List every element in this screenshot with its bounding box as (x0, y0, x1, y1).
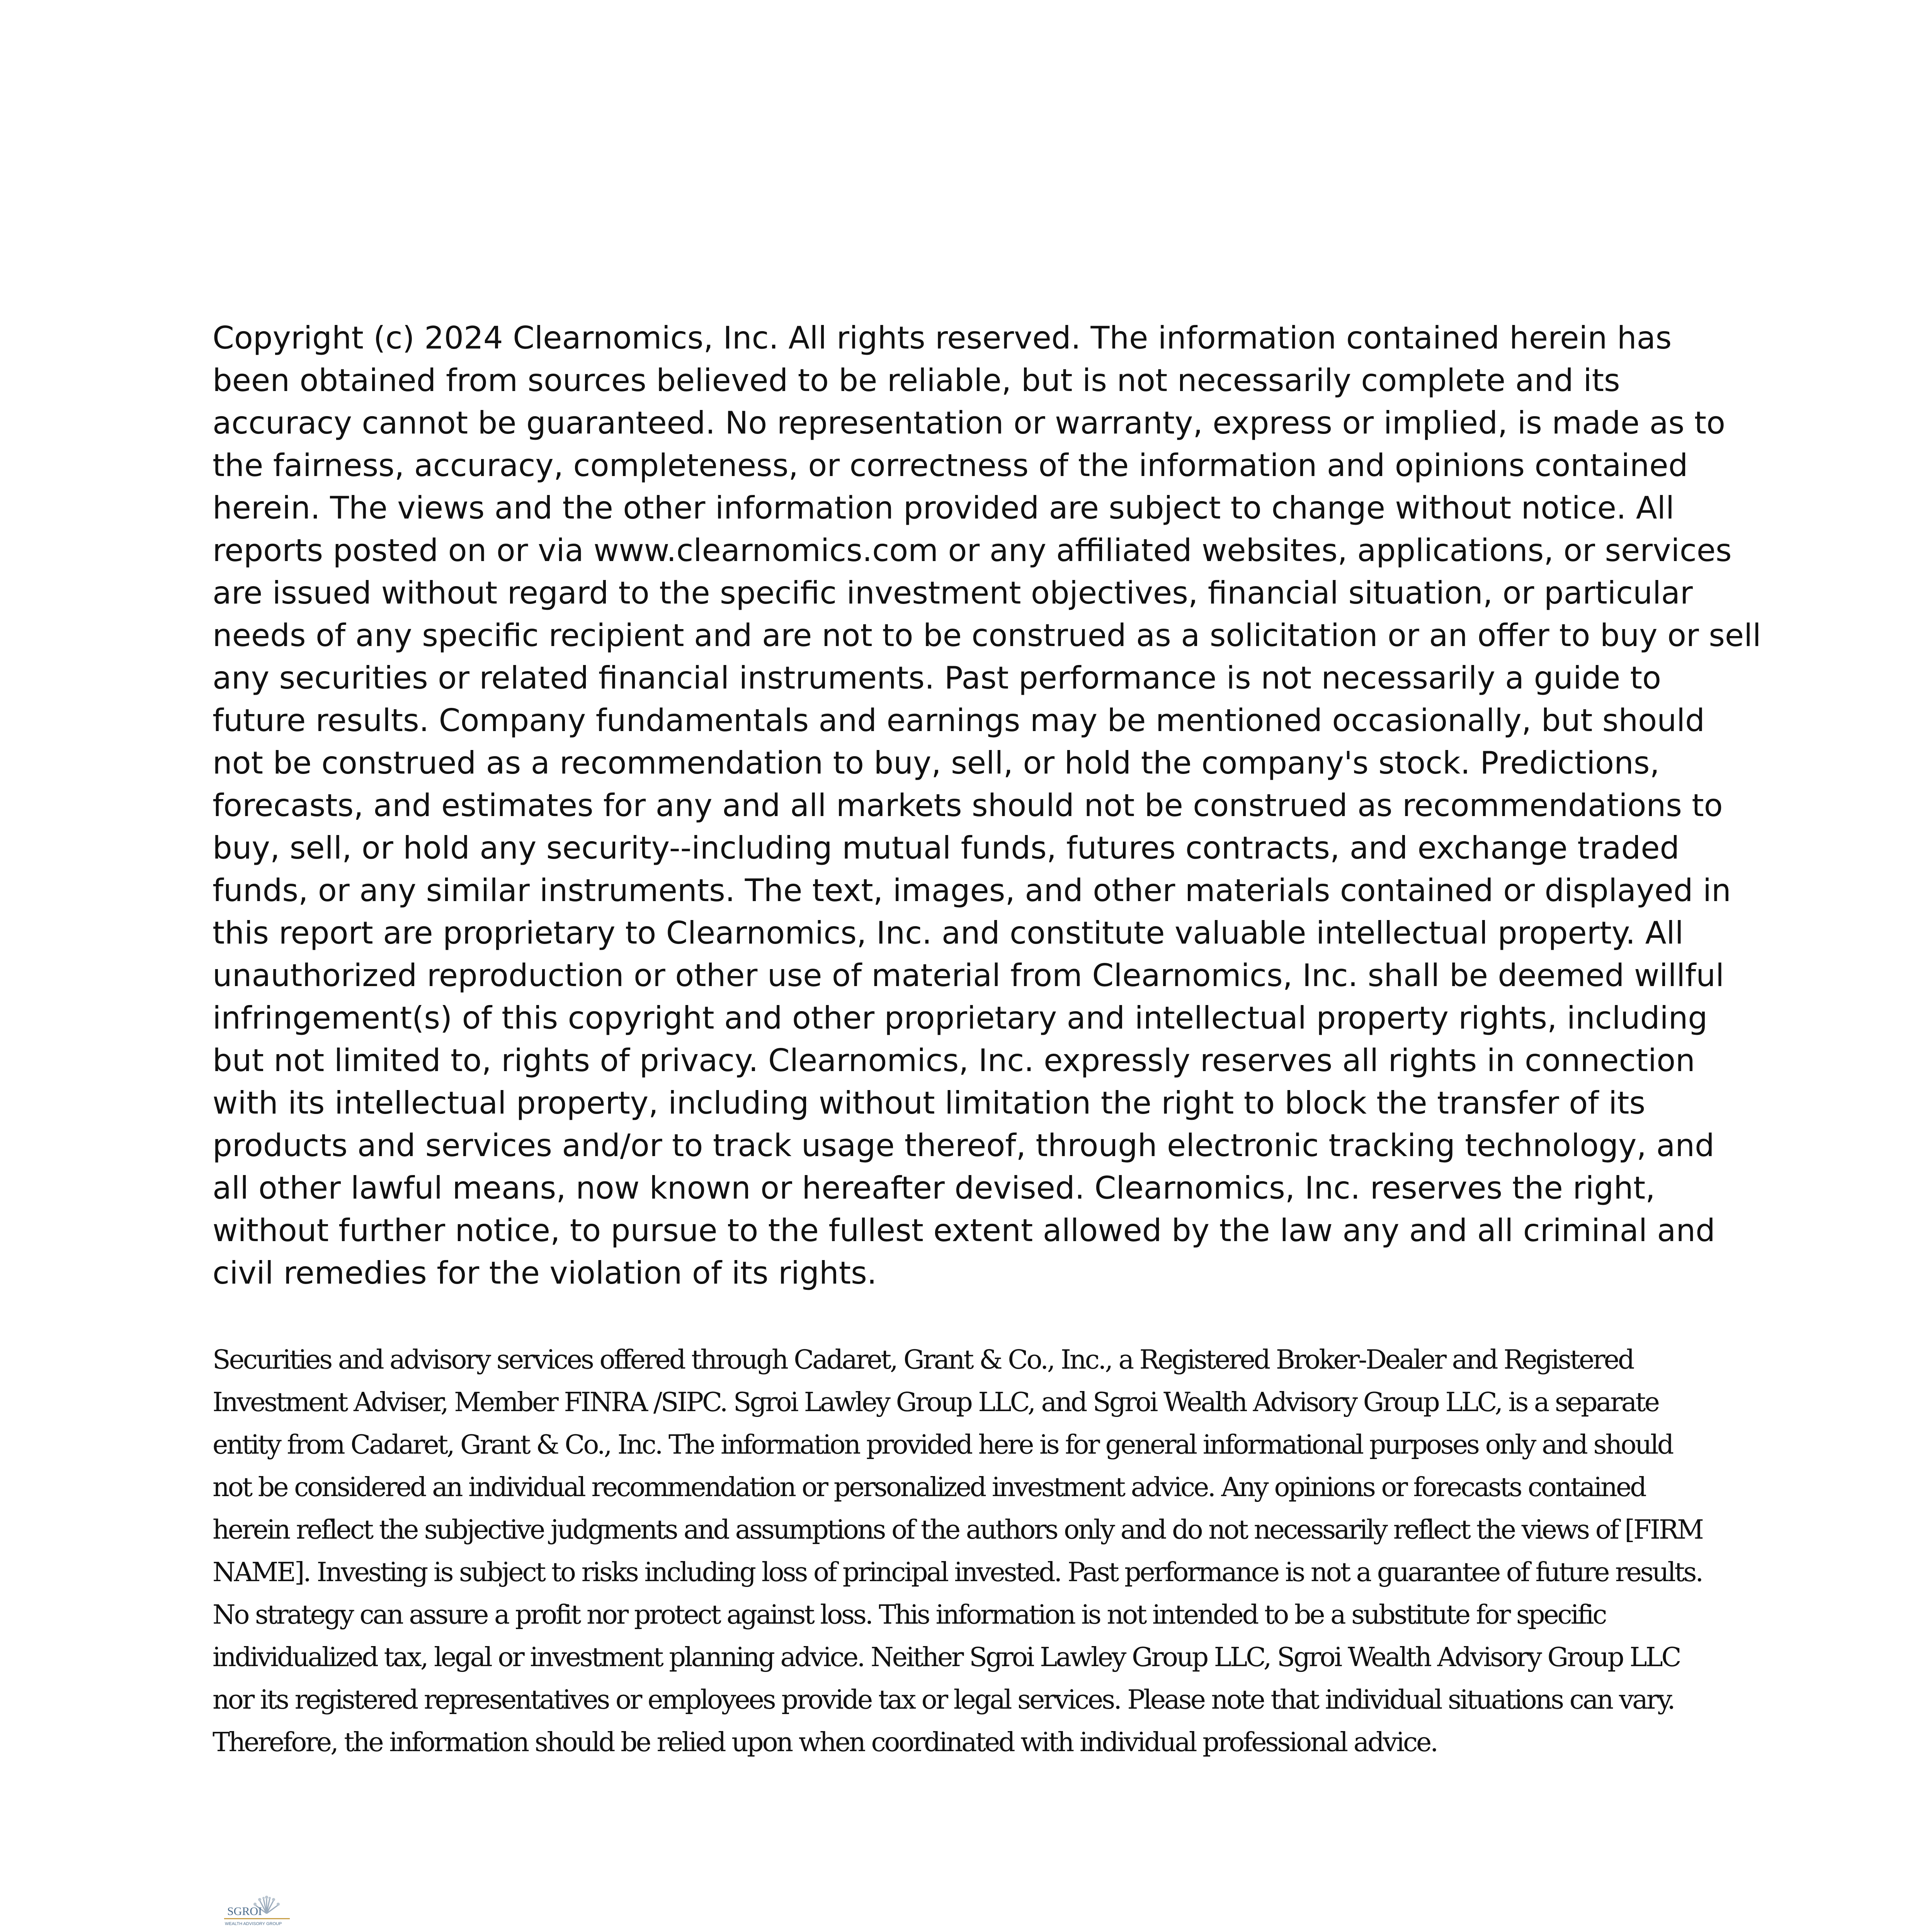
copyright-notice: Copyright (c) 2024 Clearnomics, Inc. All rights reserved. The information contained herein has been obtained from sources believed to be reliable, but is not necessarily complete and its accuracy cannot be guaranteed. No representation or warranty, express or implied, is made as to the fairness, accuracy, completeness, or correctness of the information and opinions contained herein. The views and the other information provided are subject to change without notice. All reports posted on or via www.clearnomics.com or any affiliated websites, applications, or services are issued without regard to the specific investment objectives, financial situation, or particular needs of any specific recipient and are not to be construed as a solicitation or an offer to buy or sell any securities or related financial instruments. Past performance is not necessarily a guide to future results. Company fundamentals and earnings may be mentioned occasionally, but should not be construed as a recommendation to buy, sell, or hold the company's stock. Predictions, forecasts, and estimates for any and all markets should not be construed as recommendations to buy, sell, or hold any security--including mutual funds, futures contracts, and exchange traded funds, or any similar instruments. The text, images, and other materials contained or displayed in this report are proprietary to Clearnomics, Inc. and constitute valuable intellectual property. All unauthorized reproduction or other use of material from Clearnomics, Inc. shall be deemed willful infringement(s) of this copyright and other proprietary and intellectual property rights, including but not limited to, rights of privacy. Clearnomics, Inc. expressly reserves all rights in connection with its intellectual property, including without limitation the right to block the transfer of its products and services and/or to track usage thereof, through electronic tracking technology, and all other lawful means, now known or hereafter devised. Clearnomics, Inc. reserves the right, without further notice, to pursue to the fullest extent allowed by the law any and all criminal and civil remedies for the violation of its rights. (213, 320, 1761, 1291)
logo-wordmark: SGROI (227, 1905, 262, 1918)
sgroi-logo-icon (216, 1889, 294, 1932)
advisory-disclosure: Securities and advisory services offered through Cadaret, Grant & Co., Inc., a Registered Broker-Dealer and Registered Investment Adviser, Member FINRA /SIPC. Sgroi Lawley Group LLC, and Sgroi Wealth Advisory Group LLC, is a separate entity from Cadaret, Grant & Co., Inc. The information provided here is for general informational purposes only and should not be considered an individual recommendation or personalized investment advice. Any opinions or forecasts contained herein reflect the subjective judgments and assumptions of the authors only and do not necessarily reflect the views of [FIRM NAME]. Investing is subject to risks including loss of principal invested. Past performance is not a guarantee of future results. No strategy can assure a profit nor protect against loss. This information is not intended to be a substitute for specific individualized tax, legal or investment planning advice. Neither Sgroi Lawley Group LLC, Sgroi Wealth Advisory Group LLC nor its registered representatives or employees provide tax or legal services. Please note that individual situations can vary. Therefore, the information should be relied upon when coordinated with individual professional advice. (213, 1345, 1702, 1758)
sgroi-logo (216, 1889, 294, 1932)
logo-tagline: WEALTH ADVISORY GROUP (225, 1922, 282, 1926)
